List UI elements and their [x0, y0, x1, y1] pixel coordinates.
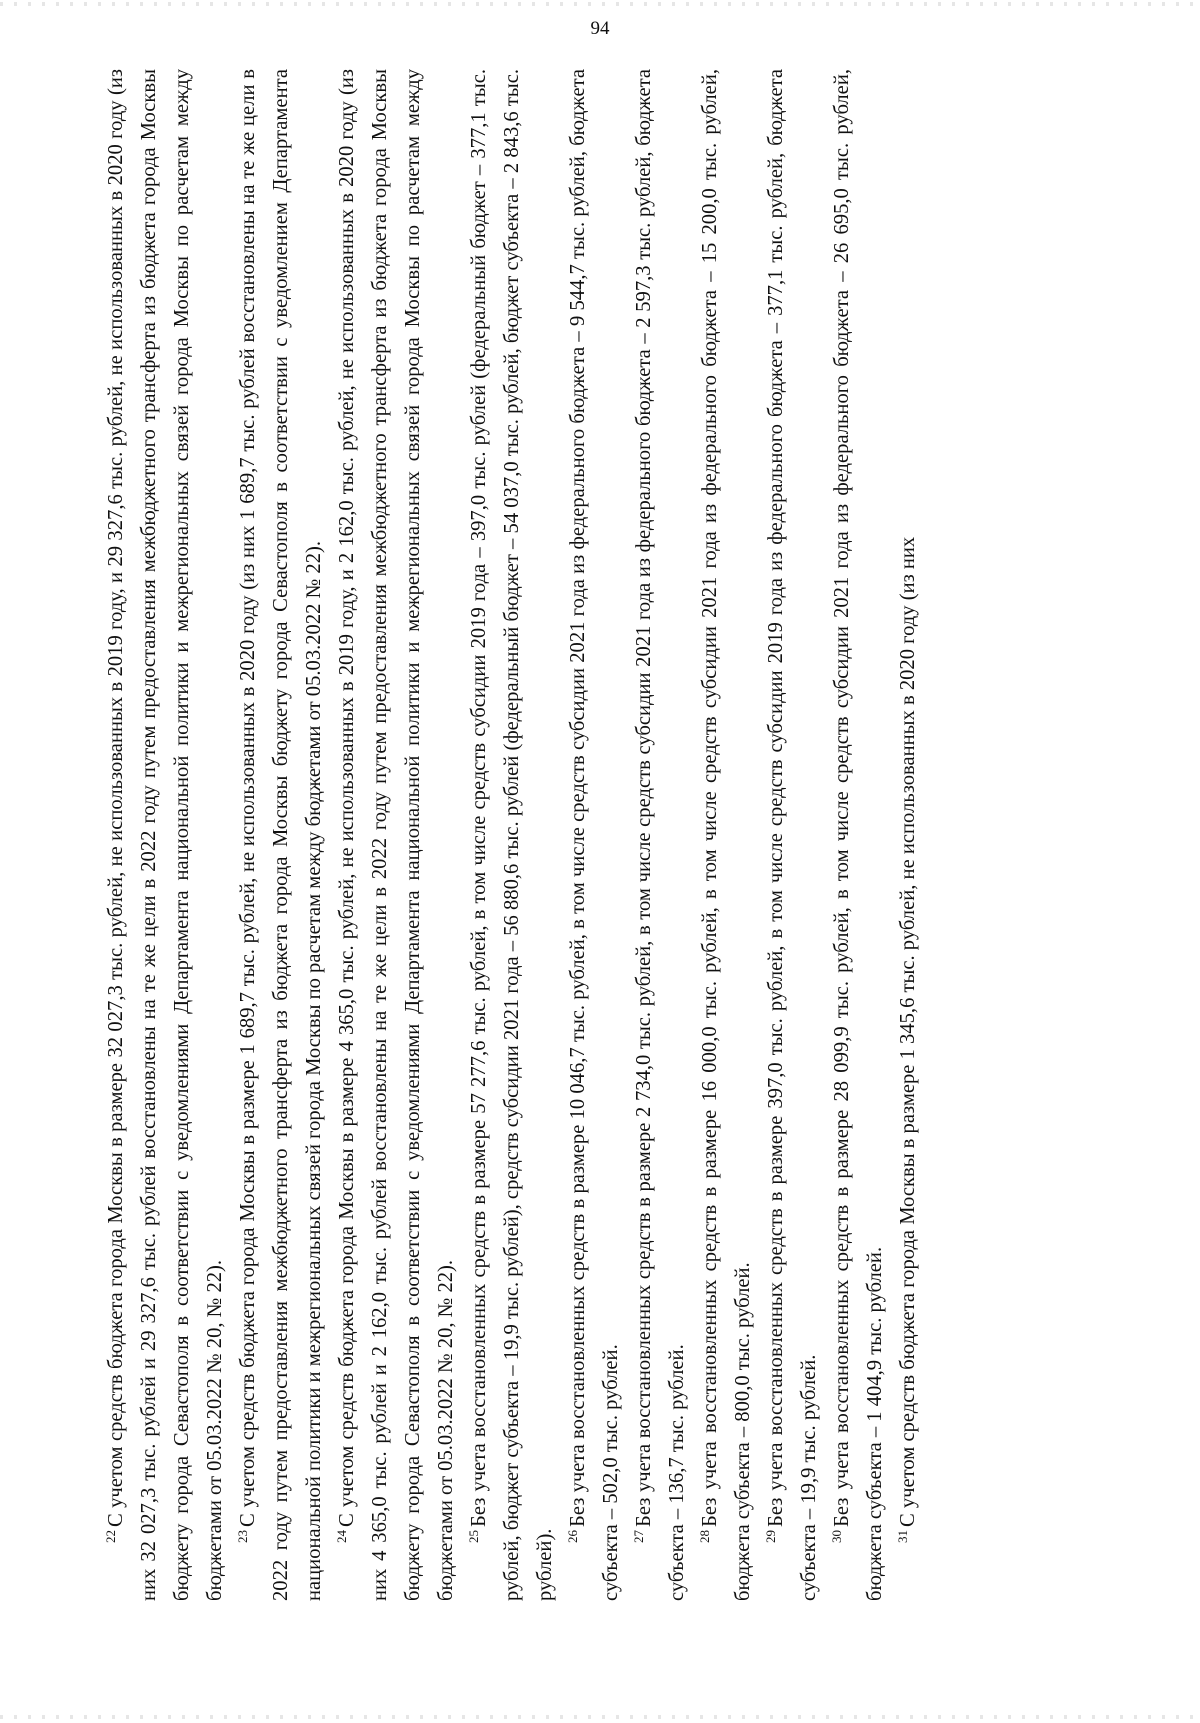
footnote-29 [760, 69, 826, 1601]
footnote-text: Без учета восстановленных средств в размере 2 734,0 тыс. рублей, в том числе средств субсидии 2021 года из федерального бюджета – 2 597,3 тыс. рублей, бюджета субъекта – 136,7 тыс. рублей. [633, 69, 688, 1601]
footnote-number: 31 [895, 1530, 910, 1543]
footnote-text: Без учета восстановленных средств в размере 28 099,9 тыс. рублей, в том числе средств субсидии 2021 года из федерального бюджета – 26 695,0 тыс. рублей, бюджета субъекта – 1 404,9 тыс. рублей. [831, 69, 886, 1601]
footnote-number: 23 [235, 1530, 250, 1543]
footnote-27 [628, 69, 694, 1601]
footnote-text: Без учета восстановленных средств в размере 16 000,0 тыс. рублей, в том числе средств субсидии 2021 года из федерального бюджета – 15 200,0 тыс. рублей, бюджета субъекта – 800,0 тыс. рублей. [699, 69, 754, 1601]
footnote-text: Без учета восстановленных средств в размере 57 277,6 тыс. рублей, в том числе средств субсидии 2019 года – 397,0 тыс. рублей (федеральный бюджет – 377,1 тыс. рублей, бюджет субъекта – 19,9 тыс. рублей), средств субсидии 2021 года – 56 880,6 тыс. рублей (федеральный бюджет – 54 037,0 тыс. рублей, бюджет субъекта – 2 843,6 тыс. рублей). [468, 69, 556, 1601]
page-number: 94 [590, 18, 610, 39]
footnote-text: С учетом средств бюджета города Москвы в размере 1 689,7 тыс. рублей, не использованных в 2020 году (из них 1 689,7 тыс. рублей восстановлены на те же цели в 2022 году путем предоставления межбюджетного трансферта из бюджета города Москвы бюджету города Севастополя в соответствии с уведомлением Департамента национальной политики и межрегиональных связей города Москвы по расчетам между бюджетами от 05.03.2022 № 22). [237, 69, 325, 1601]
footnote-list [100, 61, 925, 1601]
footnote-number: 29 [763, 1530, 778, 1543]
footnote-number: 25 [466, 1530, 481, 1543]
footnote-31 [892, 69, 925, 1601]
footnote-22 [100, 69, 232, 1601]
footnote-number: 22 [103, 1530, 118, 1543]
scan-edge-bottom [0, 1715, 1200, 1719]
footnote-text: С учетом средств бюджета города Москвы в размере 4 365,0 тыс. рублей, не использованных в 2019 году, и 2 162,0 тыс. рублей, не использованных в 2020 году (из них 4 365,0 тыс. рублей и 2 162,0 тыс. рублей восстановлены на те же цели в 2022 году путем предоставления межбюджетного трансферта из бюджета города Москвы бюджету города Севастополя в соответствии с уведомлениями Департамента национальной политики и межрегиональных связей города Москвы по расчетам между бюджетами от 05.03.2022 № 20, № 22). [336, 69, 457, 1601]
footnote-number: 30 [829, 1530, 844, 1543]
rotated-content [100, 61, 1060, 1601]
footnote-text: Без учета восстановленных средств в размере 10 046,7 тыс. рублей, в том числе средств субсидии 2021 года из федерального бюджета – 9 544,7 тыс. рублей, бюджета субъекта – 502,0 тыс. рублей. [567, 69, 622, 1601]
scan-edge-top [0, 2, 1200, 6]
footnote-number: 24 [334, 1530, 349, 1543]
footnote-23 [232, 69, 331, 1601]
footnote-number: 28 [697, 1530, 712, 1543]
footnote-text: С учетом средств бюджета города Москвы в размере 1 345,6 тыс. рублей, не использованных в 2020 году (из них [897, 536, 919, 1527]
footnote-24 [331, 69, 463, 1601]
footnote-28 [694, 69, 760, 1601]
footnote-25 [463, 69, 562, 1601]
footnote-number: 26 [565, 1530, 580, 1543]
footnote-number: 27 [631, 1530, 646, 1543]
footnote-26 [562, 69, 628, 1601]
footnote-text: С учетом средств бюджета города Москвы в размере 32 027,3 тыс. рублей, не использованных в 2019 году, и 29 327,6 тыс. рублей, не использованных в 2020 году (из них 32 027,3 тыс. рублей и 29 327,6 тыс. рублей восстановлены на те же цели в 2022 году путем предоставления межбюджетного трансферта из бюджета города Москвы бюджету города Севастополя в соответствии с уведомлениями Департамента национальной политики и межрегиональных связей города Москвы по расчетам между бюджетами от 05.03.2022 № 20, № 22). [105, 69, 226, 1601]
footnote-text: Без учета восстановленных средств в размере 397,0 тыс. рублей, в том числе средств субсидии 2019 года из федерального бюджета – 377,1 тыс. рублей, бюджета субъекта – 19,9 тыс. рублей. [765, 69, 820, 1601]
footnote-30 [826, 69, 892, 1601]
